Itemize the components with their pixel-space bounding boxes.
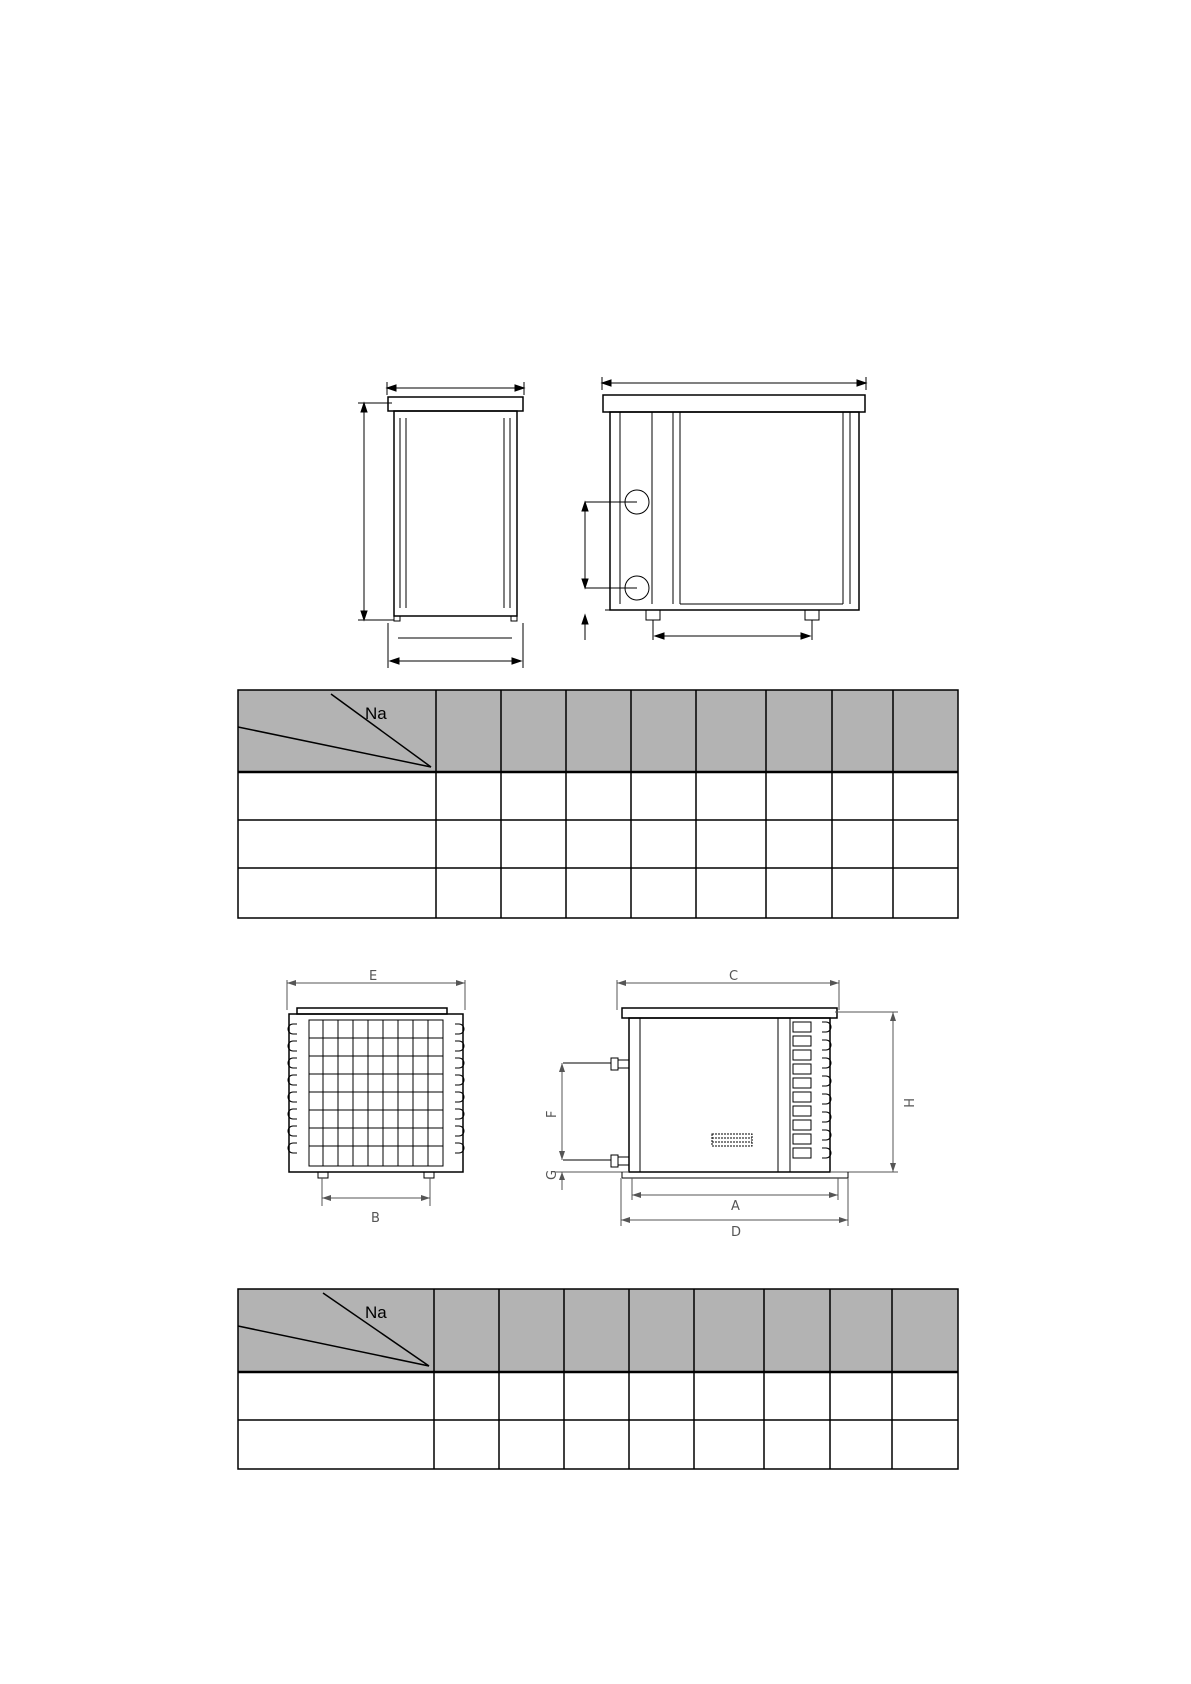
table-2-header-label: Na [365, 1303, 387, 1322]
control-panel-display [712, 1134, 752, 1146]
side-vent-slots [793, 1022, 811, 1158]
fan-grille [309, 1020, 443, 1166]
table-2-header-row [238, 1289, 958, 1372]
dimension-table-1 [238, 690, 958, 918]
dim-label-c: C [729, 969, 739, 984]
dim-label-f: F [545, 1110, 560, 1118]
dim-label-b: B [371, 1211, 380, 1226]
table-1-header-row [238, 690, 958, 772]
bottom-front-view-drawing [555, 980, 898, 1226]
dim-label-g: G [545, 1169, 560, 1180]
top-front-view-drawing [582, 377, 866, 640]
bottom-side-view-drawing [287, 980, 465, 1206]
dimension-table-2 [238, 1289, 958, 1469]
dim-label-d: D [731, 1225, 742, 1240]
top-side-view-drawing [358, 382, 524, 668]
dim-label-h: H [900, 1098, 915, 1108]
dim-label-e: E [369, 969, 378, 984]
dim-label-a: A [731, 1199, 740, 1214]
table-1-header-label: Na [365, 704, 387, 723]
